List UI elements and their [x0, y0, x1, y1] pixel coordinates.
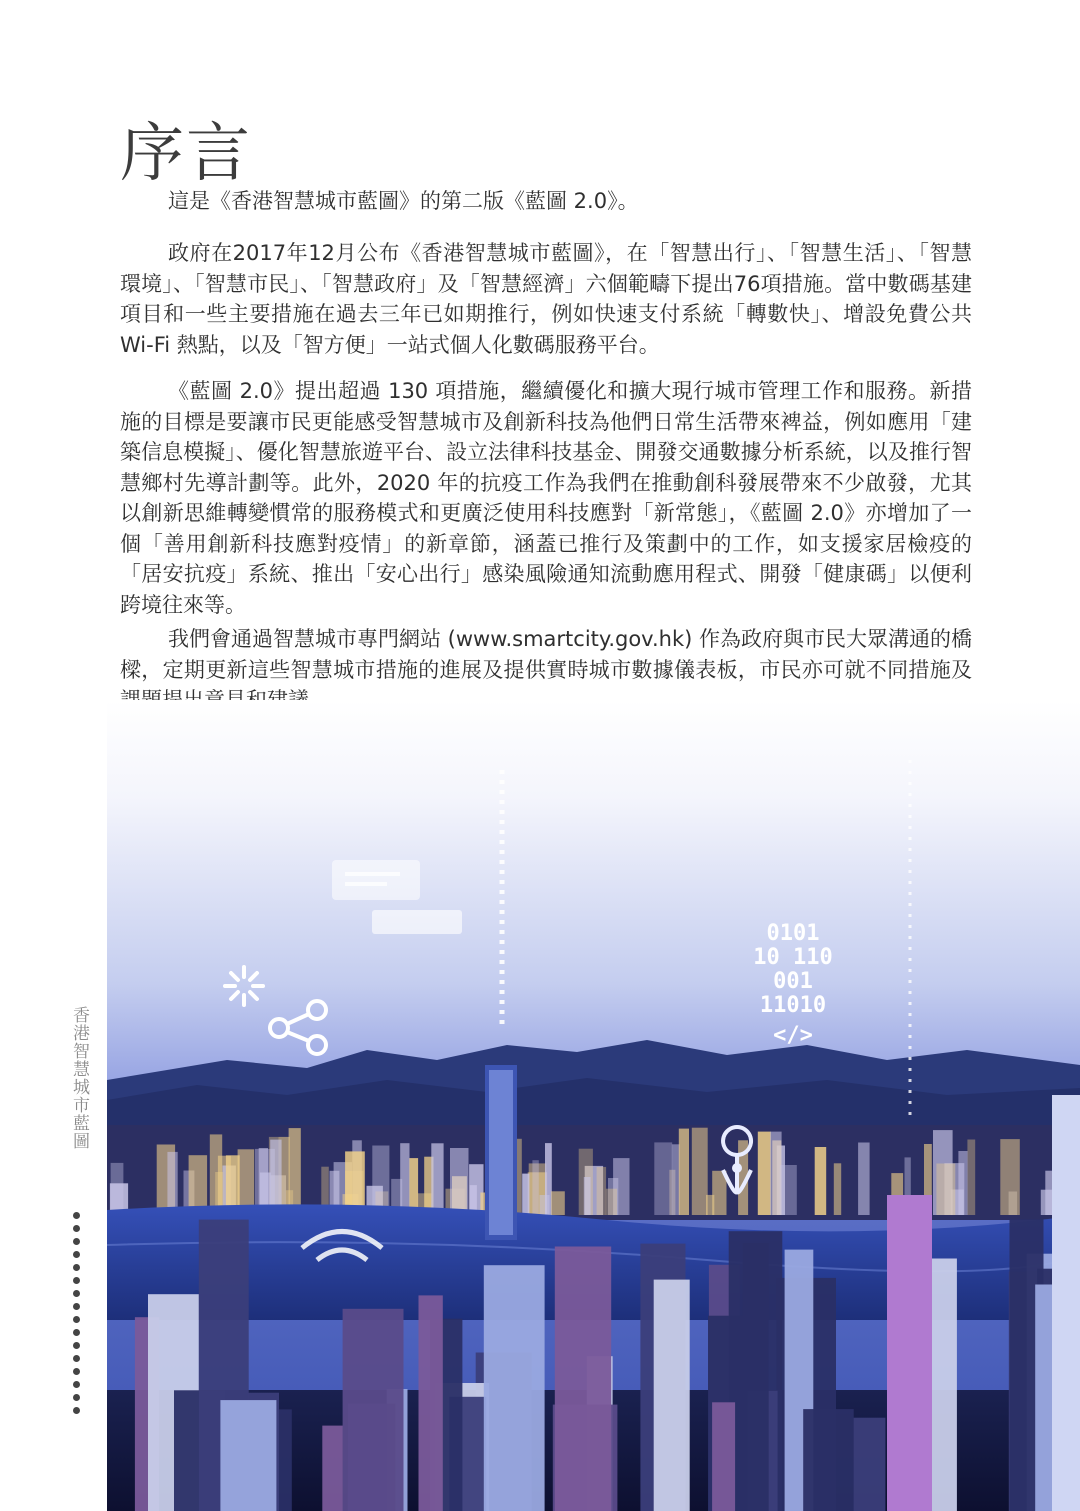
sidebar-dot — [73, 1342, 80, 1349]
sidebar-dot — [73, 1225, 80, 1232]
city-light-building — [654, 1142, 672, 1215]
city-light-building — [372, 1146, 389, 1216]
foreground-tower — [743, 1243, 769, 1511]
city-light-building — [540, 1195, 550, 1215]
city-light-building — [522, 1174, 529, 1215]
city-light-building — [167, 1152, 177, 1215]
foreground-tower — [343, 1309, 404, 1511]
sidebar-dot — [73, 1394, 80, 1401]
foreground-tower — [220, 1400, 276, 1511]
city-light-building — [834, 1163, 841, 1215]
city-light-building — [584, 1177, 591, 1215]
city-light-building — [450, 1148, 469, 1215]
svg-text:11010: 11010 — [759, 993, 827, 1018]
svg-text:</>: </> — [773, 1023, 813, 1048]
svg-text:0101: 0101 — [766, 921, 820, 946]
sidebar-dot — [73, 1381, 80, 1388]
city-light-building — [270, 1140, 281, 1215]
sidebar-dot — [73, 1264, 80, 1271]
sidebar-dot — [73, 1368, 80, 1375]
ifc-tower — [1052, 1095, 1080, 1511]
foreground-tower — [555, 1247, 611, 1511]
foreground-tower — [322, 1426, 343, 1511]
page-title: 序言 — [120, 117, 252, 191]
city-skyline-photo — [107, 700, 1080, 1511]
sidebar-dot — [73, 1407, 80, 1414]
city-light-building — [858, 1143, 870, 1216]
city-light-building — [672, 1144, 680, 1215]
sidebar-dot — [73, 1290, 80, 1297]
intro-paragraph: 這是《香港智慧城市藍圖》的第二版《藍圖 2.0》。 — [168, 189, 639, 213]
city-light-building — [431, 1143, 443, 1215]
city-light-building — [679, 1129, 689, 1215]
city-light-building — [967, 1140, 975, 1216]
city-light-building — [770, 1132, 781, 1215]
foreground-tower — [484, 1265, 545, 1511]
city-light-building — [780, 1165, 797, 1215]
city-light-building — [551, 1191, 565, 1215]
svg-text:10 110: 10 110 — [753, 945, 833, 970]
city-light-building — [815, 1147, 827, 1215]
sidebar-vertical-title: 香港智慧城市藍圖 — [69, 1006, 89, 1150]
foreground-tower — [854, 1418, 886, 1511]
sidebar-dot — [73, 1329, 80, 1336]
city-light-building — [210, 1134, 222, 1215]
foreground-tower — [712, 1402, 735, 1511]
foreground-tower — [803, 1409, 854, 1511]
paragraph-blueprint-2: 《藍圖 2.0》提出超過 130 項措施，繼續優化和擴大現行城市管理工作和服務。新措施的目標是要讓市民更能感受智慧城市及創新科技為他們日常生活帶來裨益，例如應用「建築信息模擬」、優化智慧旅遊平台、設立法律科技基金、開發交通數據分析系統，以及推行智慧鄉村先導計劃等。此外，2020 年的抗疫工作為我們在推動創科發展帶來不少啟發，尤其以創新思維轉變慣常的服務模式和更廣泛使用科技應對「新常態」，《藍圖 2.0》亦增加了一個「善用創新科技應對疫情」的新章節，涵蓋已推行及策劃中的工作，如支援家居檢疫的「居安抗疫」系統、推出「安心出行」感染風險通知流動應用程式、開發「健康碼」以便利跨境往來等。 — [120, 379, 972, 617]
city-light-building — [597, 1167, 607, 1215]
sidebar-dot-leader — [73, 1212, 81, 1414]
sidebar-dot — [73, 1355, 80, 1362]
sidebar-dot — [73, 1251, 80, 1258]
foreground-tower — [419, 1295, 443, 1511]
sidebar-dot — [73, 1316, 80, 1323]
svg-text:001: 001 — [773, 969, 813, 994]
paragraph-website: 我們會通過智慧城市專門網站 (www.smartcity.gov.hk) 作為政府與市民大眾溝通的橋樑，定期更新這些智慧城市措施的進展及提供實時城市數據儀表板，市民亦可就不同措施及 — [120, 627, 972, 682]
city-light-building — [400, 1143, 409, 1215]
sidebar-dot — [73, 1238, 80, 1245]
sidebar-dot — [73, 1277, 80, 1284]
central-plaza-tower — [887, 1195, 932, 1511]
city-light-building — [409, 1158, 418, 1215]
foreground-tower — [654, 1280, 690, 1511]
city-light-building — [606, 1189, 617, 1215]
paragraph-2017-blueprint: 政府在2017年12月公布《香港智慧城市藍圖》，在「智慧出行」、「智慧生活」、「智慧環境」、「智慧市民」、「智慧政府」及「智慧經濟」六個範疇下提出76項措施。當中數碼基建項目和一些主要措施在過去三年已如期推行，例如快速支付系統「轉數快」、增設免費公共 Wi-Fi 熱點，以及「智方便」一站式個人化數碼服務平台。 — [120, 241, 972, 357]
city-light-building — [936, 1164, 955, 1216]
city-light-building — [958, 1151, 967, 1215]
sidebar-dot — [73, 1212, 80, 1219]
sidebar-dot — [73, 1303, 80, 1310]
city-light-building — [532, 1160, 538, 1215]
city-light-building — [758, 1132, 771, 1215]
city-light-building — [692, 1128, 708, 1215]
city-light-building — [1000, 1139, 1020, 1215]
